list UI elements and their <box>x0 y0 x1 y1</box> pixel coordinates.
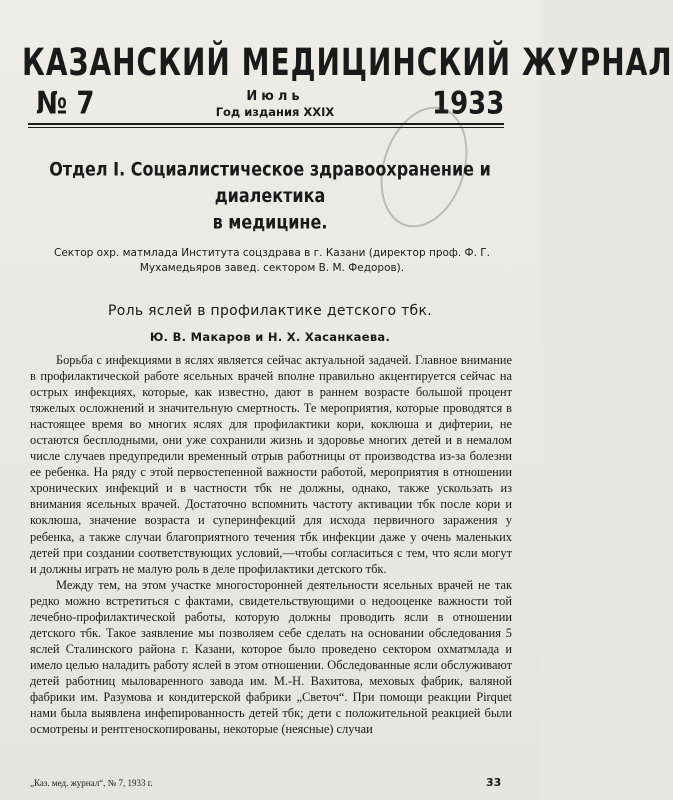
section-heading-line1: Отдел I. Социалистическое здравоохранение и диалектика <box>49 158 491 207</box>
issue-number: № 7 <box>36 86 95 122</box>
paragraph: Между тем, на этом участке многосторонней деятельности ясельных врачей не так редко можно встретиться с фактами, свидетельствующими о недооценке важности той лечебно-профилактической работы, которую должны проводить ясли в отношении детского тбк. Такое заявление мы позволяем себе сделать на основании обследования 5 яслей Сталинского района г. Казани, которое было проведено сектором охматмлада и имело целью наладить работу яслей в этом отношении. Обследованные ясли обслуживают детей работниц мыловаренного завода им. М.-Н. Вахитова, меховых фабрик, валяной фабрики им. Разумова и кондитерской фабрики „Светоч“. При помощи реакции Pirquet нами была выявлена инфепированность детей тбк; дети с положительной реакцией были осмотрены и рентгеноскопированы, некоторые (неясные) случаи <box>30 577 512 737</box>
journal-title: КАЗАНСКИЙ МЕДИЦИНСКИЙ ЖУРНАЛ <box>22 40 673 85</box>
publication-year-volume: Год издания XXIX <box>215 105 335 119</box>
article-body <box>30 352 512 737</box>
journal-citation: „Каз. мед. журнал“, № 7, 1933 г. <box>30 778 153 788</box>
section-heading <box>30 156 510 235</box>
issue-year: 1933 <box>432 86 505 122</box>
affiliation-line2: Мухамедьяров завед. сектором В. М. Федоров). <box>139 262 405 274</box>
page-number: 33 <box>486 776 502 789</box>
affiliation <box>30 246 514 276</box>
affiliation-line1: Сектор охр. матмлада Института соцздрава в г. Казани (директор проф. Ф. Г. <box>53 247 491 259</box>
paragraph: Борьба с инфекциями в яслях является сейчас актуальной задачей. Главное внимание в профилактической работе ясельных врачей вполне правильно акцентируется сейчас на острых инфекциях, которые, как известно, дают в раннем возрасте большой процент тяжелых осложнений и значительную смертность. Те мероприятия, которые проводятся в настоящее время во многих яслях для профилактики кори, коклюша и дифтерии, не остаются бесплодными, они уже сохранили жизнь и здоровье многих детей и в немалом числе случаев предупредили временный отрыв работницы от производства из-за болезни ее ребенка. На ряду с этой первостепенной важности работой, мероприятия в отношении хронических инфекций и в частности тбк не должны, однако, также ускользать из внимания ясельных врачей. Достаточно вспомнить частоту активации тбк после кори и коклюша, значение возраста и суперинфекций для исхода первичного заражения у ребенка, а также случаи благоприятного течения тбк инфекции даже у очень маленьких детей при создании соответствующих условий,—чтобы согласиться с тем, что ясли могут и должны играть не малую роль в деле профилактики детского тбк. <box>30 353 512 576</box>
section-heading-line2: в медицине. <box>212 211 328 234</box>
article-authors: Ю. В. Макаров и Н. Х. Хасанкаева. <box>149 330 391 344</box>
issue-month: Июль <box>246 89 304 104</box>
article-title: Роль яслей в профилактике детского тбк. <box>108 303 432 319</box>
